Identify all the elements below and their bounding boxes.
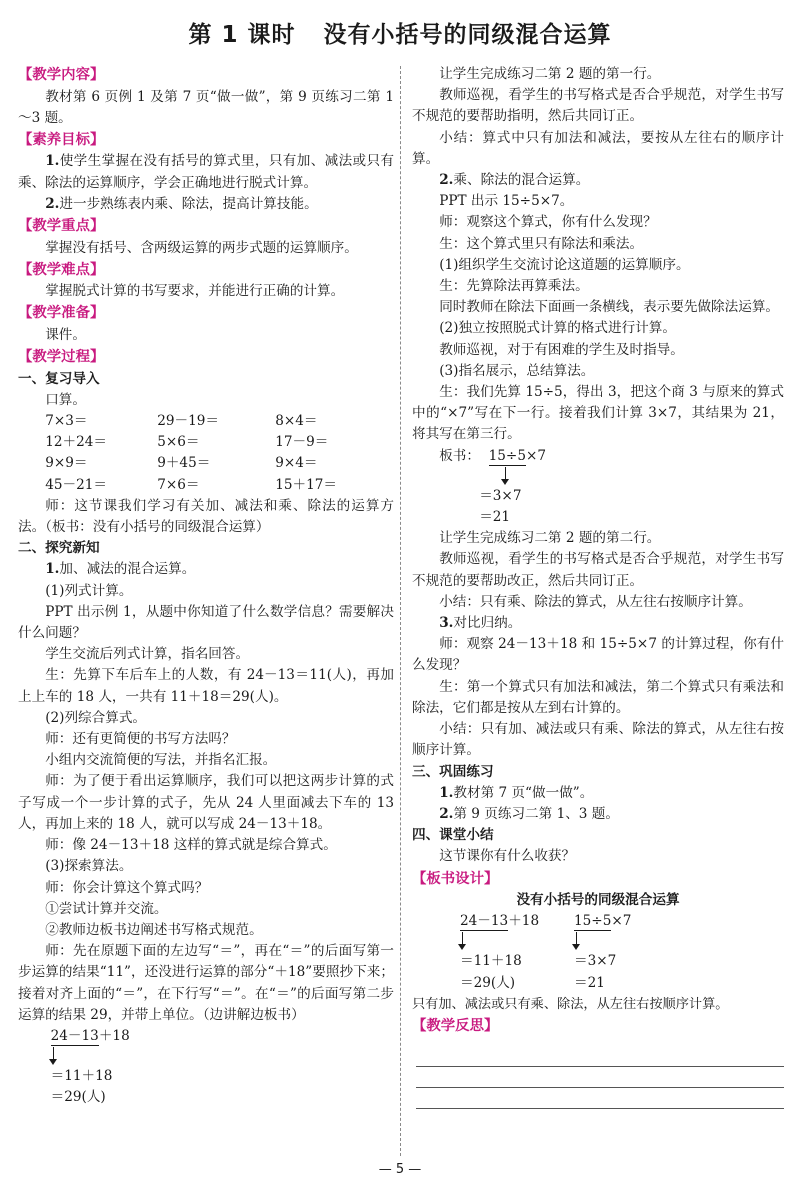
calc-rest: ×7 xyxy=(611,913,632,930)
heading-difficulty: 【教学难点】 xyxy=(18,261,105,278)
paragraph: 师：你会计算这个算式吗？ xyxy=(45,879,209,896)
paragraph: (2)独立按照脱式计算的格式进行计算。 xyxy=(439,320,676,337)
board-title: 没有小括号的同级混合运算 xyxy=(516,892,680,909)
calc-step-first: 24－13 xyxy=(50,1027,99,1044)
calc-rest: ＋18 xyxy=(98,1027,130,1044)
paragraph: 生：先算下车后车上的人数，有 24－13＝11(人)，再加上上车的 18 人，一共有 11＋18＝29(人)。 xyxy=(18,667,394,705)
paragraph: 同时教师在除法下面画一条横线，表示要先做除法运算。 xyxy=(439,299,780,316)
down-arrow-icon xyxy=(574,932,688,951)
paragraph: 生：我们先算 15÷5，得出 3，把这个商 3 与原来的算式中的“×7”写在下一行。接着我们计算 3×7，其结果为 21，将其写在第三行。 xyxy=(412,384,784,443)
paragraph: 生：第一个算式只有加法和减法，第二个算式只有乘法和除法，它们都是按从左到右计算的。 xyxy=(412,678,784,716)
heading-board-design: 【板书设计】 xyxy=(412,870,499,887)
section-review: 一、复习导入 xyxy=(18,370,100,387)
board-note: 只有加、减法或只有乘、除法，从左往右按顺序计算。 xyxy=(412,996,729,1012)
down-arrow-icon xyxy=(460,932,574,951)
section-practice: 三、巩固练习 xyxy=(412,763,494,780)
difficulty-text: 掌握脱式计算的书写要求，并能进行正确的计算。 xyxy=(45,283,345,300)
board-label: 板书： xyxy=(439,447,480,464)
calc-line: ＝29(人) xyxy=(460,974,516,991)
down-arrow-icon xyxy=(503,467,784,486)
lesson-topic: 没有小括号的同级混合运算 xyxy=(323,22,612,48)
paragraph: 生：这个算式里只有除法和乘法。 xyxy=(439,235,644,252)
left-column xyxy=(18,64,394,1109)
section-explore: 二、探究新知 xyxy=(18,540,100,557)
paragraph: 生：先算除法再算乘法。 xyxy=(439,278,589,295)
board-calc-add-sub xyxy=(460,911,574,994)
oral-row: 9×9＝ 9＋45＝ 9×4＝ xyxy=(45,455,318,472)
heading-reflection: 【教学反思】 xyxy=(412,1018,499,1035)
calc-line: ＝21 xyxy=(479,509,511,526)
paragraph: 教师巡视，对于有困难的学生及时指导。 xyxy=(439,341,684,358)
calc-rest: ×7 xyxy=(525,447,547,464)
oral-row: 12＋24＝ 5×6＝ 17－9＝ xyxy=(45,434,329,451)
heading-process: 【教学过程】 xyxy=(18,349,105,366)
calc-rest: ＋18 xyxy=(508,913,540,930)
content-text: 教材第 6 页例 1 及第 7 页“做一做”，第 9 页练习二第 1～3 题。 xyxy=(18,88,394,126)
paragraph: (3)探索算法。 xyxy=(45,858,133,875)
board-calc-mul-div xyxy=(574,911,688,994)
paragraph: 让学生完成练习二第 2 题的第二行。 xyxy=(439,530,661,547)
goal-1: 1.使学生掌握在没有括号的算式里，只有加、减法或只有乘、除法的运算顺序，学会正确地进行脱式计算。 xyxy=(18,153,394,191)
paragraph: 师：观察 24－13＋18 和 15÷5×7 的计算过程，你有什么发现？ xyxy=(412,636,784,674)
calc-step-first: 15÷5 xyxy=(574,913,612,930)
oral-grid xyxy=(18,411,394,496)
paragraph: 师：这节课我们学习有关加、减法和乘、除法的运算方法。（板书：没有小括号的同级混合运算） xyxy=(18,497,394,536)
column-divider xyxy=(400,66,401,1156)
paragraph: ①尝试计算并交流。 xyxy=(45,900,168,917)
calc-line: ＝21 xyxy=(574,974,605,991)
oral-row: 45－21＝ 7×6＝ 15＋17＝ xyxy=(45,476,337,493)
oral-label: 口算。 xyxy=(45,391,86,408)
paragraph: 师：观察这个算式，你有什么发现？ xyxy=(439,214,657,231)
calc-line: ＝3×7 xyxy=(479,487,522,504)
key-text: 掌握没有括号、含两级运算的两步式题的运算顺序。 xyxy=(45,239,358,256)
goal-2: 2.进一步熟练表内乘、除法，提高计算技能。 xyxy=(45,195,318,212)
writing-line xyxy=(416,1046,784,1067)
paragraph: (1)组织学生交流讨论这道题的运算顺序。 xyxy=(439,256,690,273)
calc-step-first: 24－13 xyxy=(460,913,509,930)
calc-step-first: 15÷5 xyxy=(488,447,526,464)
paragraph: 小结：只有加、减法或只有乘、除法的算式，从左往右按顺序计算。 xyxy=(412,721,784,759)
page-number: — 5 — xyxy=(378,1162,422,1177)
exercise-1: 1.教材第 7 页“做一做”。 xyxy=(439,784,594,801)
paragraph: 小结：只有乘、除法的算式，从左往右按顺序计算。 xyxy=(439,593,752,610)
oral-row: 7×3＝ 29－19＝ 8×4＝ xyxy=(45,413,318,430)
heading-goal: 【素养目标】 xyxy=(18,131,105,148)
paragraph: PPT 出示例 1，从题中你知道了什么数学信息？需要解决什么问题？ xyxy=(18,603,394,642)
paragraph: 师：像 24－13＋18 这样的算式就是综合算式。 xyxy=(45,837,337,854)
right-column xyxy=(412,64,784,1109)
paragraph: 师：为了便于看出运算顺序，我们可以把这两步计算的式子写成一个一步计算的式子，先从 24 人里面减去下车的 13 人，再加上来的 18 人，就可以写成 24－13＋18。 xyxy=(18,773,394,832)
paragraph: 小结：算式中只有加法和减法，要按从左往右的顺序计算。 xyxy=(412,129,784,167)
calc-line: ＝11＋18 xyxy=(460,953,522,970)
writing-line xyxy=(416,1067,784,1088)
paragraph: 小组内交流简便的写法，并指名汇报。 xyxy=(45,752,277,769)
paragraph: 学生交流后列式计算，指名回答。 xyxy=(45,646,250,663)
prep-text: 课件。 xyxy=(45,326,86,343)
paragraph: (3)指名展示，总结算法。 xyxy=(439,362,595,379)
writing-line xyxy=(416,1088,784,1109)
paragraph: (2)列综合算式。 xyxy=(45,709,147,726)
page-title xyxy=(0,16,800,49)
heading-prep: 【教学准备】 xyxy=(18,305,105,322)
down-arrow-icon xyxy=(51,1047,394,1066)
calc-line: ＝29(人) xyxy=(50,1089,106,1106)
subheading-2: 2.乘、除法的混合运算。 xyxy=(439,172,590,189)
subheading-3: 3.对比归纳。 xyxy=(439,615,522,632)
paragraph: PPT 出示 15÷5×7。 xyxy=(439,193,574,210)
exercise-2: 2.第 9 页练习二第 1、3 题。 xyxy=(439,805,619,822)
paragraph: (1)列式计算。 xyxy=(45,582,133,599)
paragraph: 教师巡视，看学生的书写格式是否合乎规范，对学生书写不规范的要帮助指明，然后共同订正。 xyxy=(412,87,784,125)
paragraph: 让学生完成练习二第 2 题的第一行。 xyxy=(439,66,661,82)
heading-content: 【教学内容】 xyxy=(18,67,105,83)
heading-key: 【教学重点】 xyxy=(18,218,105,235)
paragraph: 师：先在原题下面的左边写“＝”，再在“＝”的后面写第一步运算的结果“11”，还没进行运算的部分“＋18”要照抄下来；接着对齐上面的“＝”，在下行写“＝”。在“＝”的后面写第二步运算的结果 29，并带上单位。（边讲解边板书） xyxy=(18,943,394,1023)
lesson-number: 第 1 课时 xyxy=(188,22,296,48)
calc-line: ＝3×7 xyxy=(574,953,617,970)
board-calcs xyxy=(412,911,784,994)
paragraph: 这节课你有什么收获？ xyxy=(439,848,576,865)
subheading-1: 1.加、减法的混合运算。 xyxy=(45,561,196,578)
calc-line: ＝11＋18 xyxy=(50,1068,113,1085)
paragraph: ②教师边板书边阐述书写格式规范。 xyxy=(45,921,263,938)
section-summary: 四、课堂小结 xyxy=(412,827,494,844)
calc-example-add-sub xyxy=(18,1026,394,1109)
paragraph: 师：还有更简便的书写方法吗？ xyxy=(45,731,236,748)
paragraph: 教师巡视，看学生的书写格式是否合乎规范，对学生书写不规范的要帮助改正，然后共同订正。 xyxy=(412,551,784,589)
calc-example-mul-div xyxy=(412,446,784,529)
reflection-lines xyxy=(412,1046,784,1109)
